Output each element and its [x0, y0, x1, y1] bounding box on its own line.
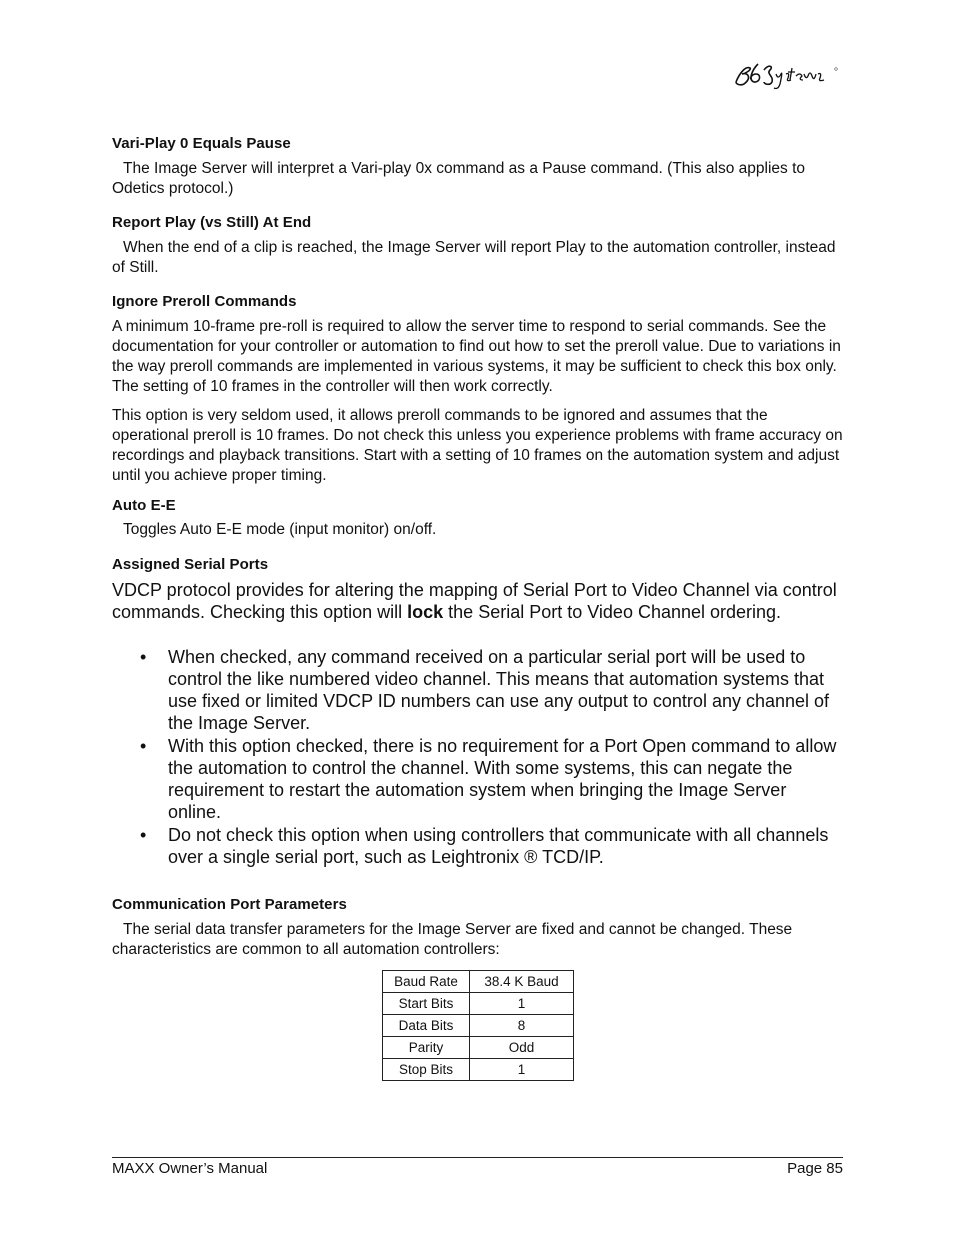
- intro-text-a: VDCP protocol provides for altering the mapping of Serial Port to Video Channel via control commands. Checking this option will: [112, 580, 837, 622]
- table-row: [383, 993, 574, 1015]
- intro-text-bold: lock: [407, 602, 444, 622]
- table-cell-value: Odd: [470, 1037, 574, 1059]
- paragraph-auto-ee: Toggles Auto E-E mode (input monitor) on/off.: [123, 521, 437, 538]
- paragraph-report-play: When the end of a clip is reached, the Image Server will report Play to the automation controller, instead of Still.: [112, 239, 836, 276]
- footer-page-number: Page 85: [787, 1160, 843, 1177]
- list-item: [112, 646, 844, 734]
- table-row: [383, 1059, 574, 1081]
- bullet-marker: •: [140, 647, 147, 667]
- heading-assigned-serial-ports: Assigned Serial Ports: [112, 556, 269, 573]
- paragraph-ignore-preroll-1: A minimum 10-frame pre-roll is required to allow the server time to respond to serial commands. See the documentation for your controller or automation to find out how to set the preroll value. Due to variations in the way preroll commands are implemented in various systems, it may be sufficient to check this box only. The setting of 10 frames in the controller will then work correctly.: [112, 318, 841, 395]
- footer-divider: [112, 1157, 843, 1158]
- paragraph-variplay: The Image Server will interpret a Vari-play 0x command as a Pause command. (This also applies to Odetics protocol.): [112, 160, 806, 197]
- heading-auto-ee: Auto E-E: [112, 497, 176, 514]
- table-cell-label: Start Bits: [383, 993, 470, 1015]
- table-cell-value: 38.4 K Baud: [470, 971, 574, 993]
- table-cell-label: Data Bits: [383, 1015, 470, 1037]
- paragraph-communication-port-parameters: The serial data transfer parameters for the Image Server are fixed and cannot be changed. These characteristics are common to all automation controllers:: [112, 921, 793, 958]
- table-cell-value: 8: [470, 1015, 574, 1037]
- list-item-text: Do not check this option when using controllers that communicate with all channels over a single serial port, such as Leightronix ® TCD/IP.: [168, 825, 829, 867]
- footer-manual-title: MAXX Owner’s Manual: [112, 1160, 268, 1177]
- assigned-ports-bullet-list: [112, 646, 844, 869]
- heading-ignore-preroll: Ignore Preroll Commands: [112, 293, 297, 310]
- heading-variplay: Vari-Play 0 Equals Pause: [112, 135, 291, 152]
- list-item-text: When checked, any command received on a particular serial port will be used to control the like numbered video channel. This means that automation systems that use fixed or limited VDCP ID numbers can use any output to control any channel of the Image Server.: [168, 647, 830, 733]
- table-cell-label: Parity: [383, 1037, 470, 1059]
- paragraph-assigned-serial-ports: [112, 579, 844, 623]
- table-cell-label: Stop Bits: [383, 1059, 470, 1081]
- list-item: [112, 735, 844, 823]
- table-row: [383, 1037, 574, 1059]
- heading-communication-port-parameters: Communication Port Parameters: [112, 896, 347, 913]
- 360-systems-logo: [732, 52, 842, 92]
- list-item: [112, 824, 844, 868]
- serial-parameters-table: [382, 970, 574, 1081]
- list-item-text: With this option checked, there is no requirement for a Port Open command to allow the automation to control the channel. With some systems, this can negate the requirement to restart the automation system when bringing the Image Server online.: [168, 736, 837, 822]
- table-row: [383, 1015, 574, 1037]
- paragraph-ignore-preroll-2: This option is very seldom used, it allows preroll commands to be ignored and assumes that the operational preroll is 10 frames. Do not check this unless you experience problems with frame accuracy on recordings and playback transitions. Start with a setting of 10 frames on the automation system and adjust until you achieve proper timing.: [112, 407, 843, 484]
- bullet-marker: •: [140, 825, 147, 845]
- intro-text-b: the Serial Port to Video Channel ordering.: [443, 602, 782, 622]
- bullet-marker: •: [140, 736, 147, 756]
- heading-report-play: Report Play (vs Still) At End: [112, 214, 312, 231]
- table-row: [383, 971, 574, 993]
- table-cell-label: Baud Rate: [383, 971, 470, 993]
- table-cell-value: 1: [470, 993, 574, 1015]
- table-cell-value: 1: [470, 1059, 574, 1081]
